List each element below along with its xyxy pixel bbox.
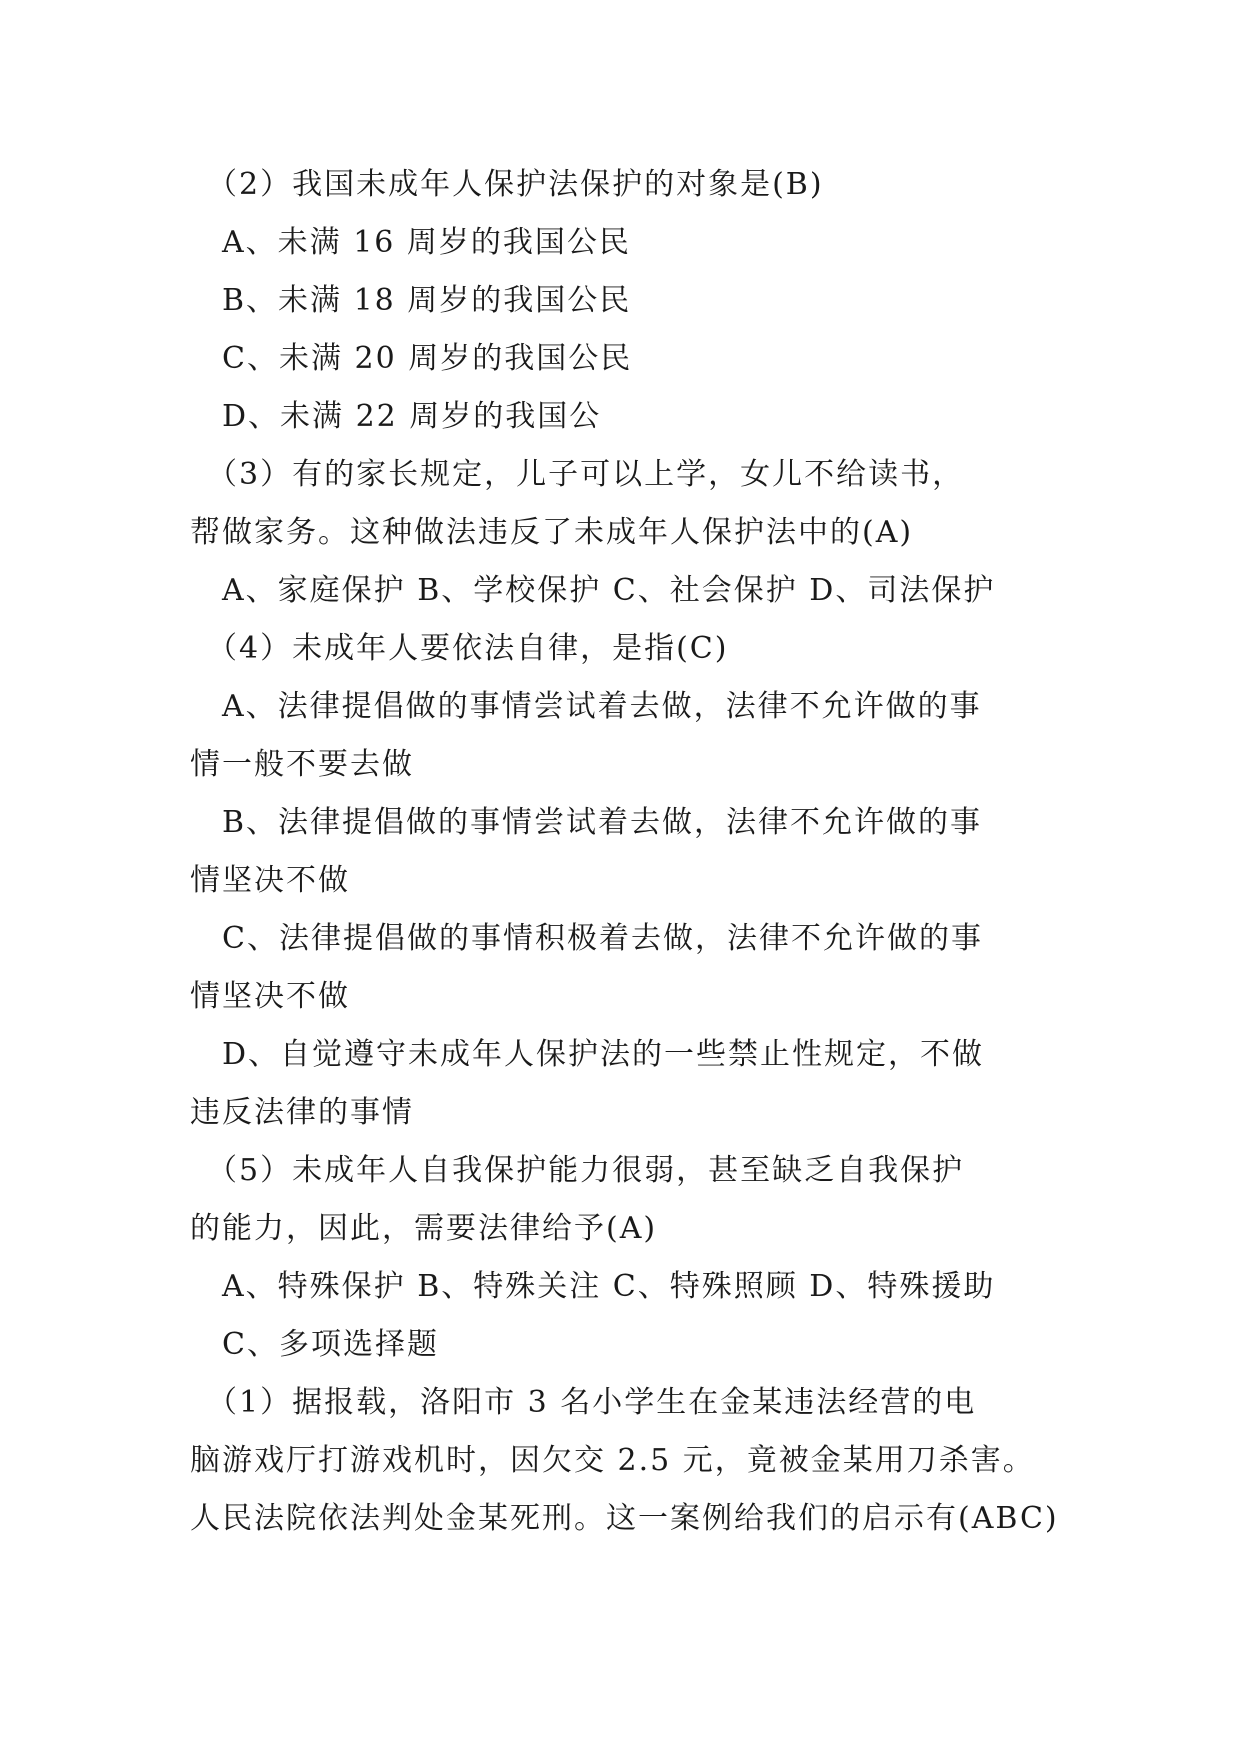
question-4-option-a-line-1: A、法律提倡做的事情尝试着去做，法律不允许做的事 [190,689,982,724]
question-5-stem-line-1: （5）未成年人自我保护能力很弱，甚至缺乏自我保护 [190,1153,965,1188]
question-2-option-c: C、未满 20 周岁的我国公民 [190,341,633,376]
question-3-stem-line-2: 帮做家务。这种做法违反了未成年人保护法中的(A) [190,515,914,550]
question-2-option-a: A、未满 16 周岁的我国公民 [190,225,631,260]
question-4-option-d-line-2: 违反法律的事情 [190,1095,414,1130]
question-2-stem: （2）我国未成年人保护法保护的对象是(B) [190,167,824,202]
question-4-option-b-line-2: 情坚决不做 [190,863,350,898]
question-4-option-d-line-1: D、自觉遵守未成年人保护法的一些禁止性规定，不做 [190,1037,985,1072]
question-5-stem-line-2: 的能力，因此，需要法律给予(A) [190,1211,658,1246]
question-3-options: A、家庭保护 B、学校保护 C、社会保护 D、司法保护 [190,573,996,608]
question-4-option-c-line-1: C、法律提倡做的事情积极着去做，法律不允许做的事 [190,921,983,956]
question-2-option-d: D、未满 22 周岁的我国公 [190,399,602,434]
question-4-option-a-line-2: 情一般不要去做 [190,747,414,782]
multi-question-1-line-3: 人民法院依法判处金某死刑。这一案例给我们的启示有(ABC) [190,1501,1059,1536]
question-4-stem: （4）未成年人要依法自律，是指(C) [190,631,729,666]
section-heading-multiple-choice: C、多项选择题 [190,1327,439,1362]
question-2-option-b: B、未满 18 周岁的我国公民 [190,283,632,318]
multi-question-1-line-2: 脑游戏厅打游戏机时，因欠交 2.5 元，竟被金某用刀杀害。 [190,1443,1035,1478]
question-4-option-b-line-1: B、法律提倡做的事情尝试着去做，法律不允许做的事 [190,805,983,840]
question-3-stem-line-1: （3）有的家长规定，儿子可以上学，女儿不给读书， [190,457,965,492]
multi-question-1-line-1: （1）据报载，洛阳市 3 名小学生在金某违法经营的电 [190,1385,977,1420]
question-4-option-c-line-2: 情坚决不做 [190,979,350,1014]
question-5-options: A、特殊保护 B、特殊关注 C、特殊照顾 D、特殊援助 [190,1269,996,1304]
